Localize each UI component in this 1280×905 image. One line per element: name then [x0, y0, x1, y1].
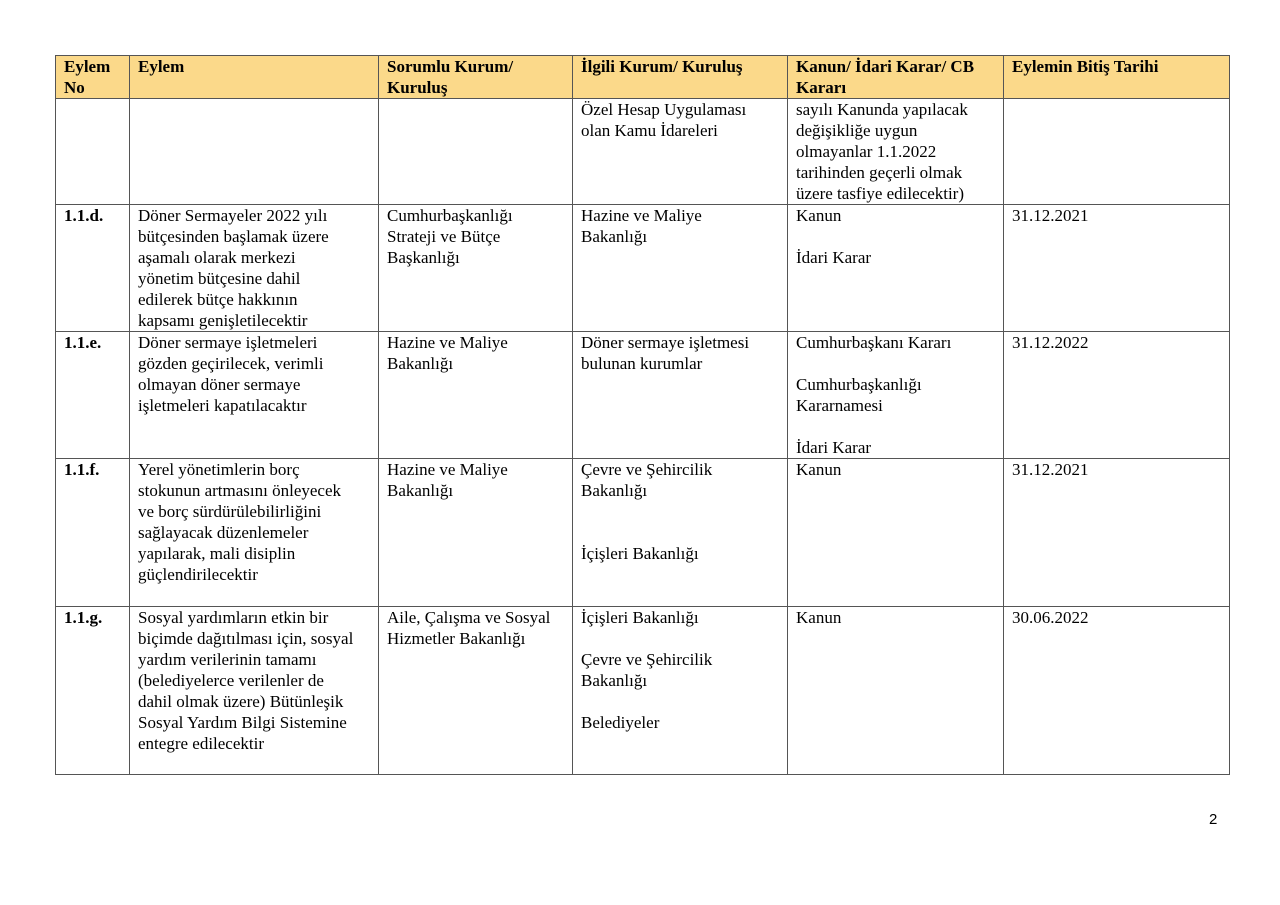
cell-text-line [796, 226, 995, 247]
cell-text-line: Kanun [796, 206, 842, 225]
cell-text-line: biçimde dağıtılması için, sosyal [138, 629, 354, 648]
cell-text-line: bulunan kurumlar [581, 354, 703, 373]
cell-bitis-tarihi [1004, 205, 1230, 332]
cell-text-line: değişikliğe uygun [796, 121, 918, 140]
cell-text-line: Sosyal Yardım Bilgi Sistemine [138, 713, 347, 732]
cell-ilgili-kurum [573, 459, 788, 607]
cell-text-line: İçişleri Bakanlığı [581, 608, 699, 627]
table-header-row [56, 56, 1230, 99]
cell-text-line: Başkanlığı [387, 248, 460, 267]
cell-text-line: 31.12.2021 [1012, 206, 1089, 225]
cell-text-line: Çevre ve Şehircilik [581, 650, 713, 669]
cell-eylem [130, 99, 379, 205]
cell-text-line: Bakanlığı [387, 354, 454, 373]
cell-text-line: Bakanlığı [387, 481, 454, 500]
cell-text-line: Hizmetler Bakanlığı [387, 629, 526, 648]
cell-text-line: dahil olmak üzere) Bütünleşik [138, 692, 344, 711]
cell-eylem [130, 459, 379, 607]
cell-text-line: olmayan döner sermaye [138, 375, 301, 394]
cell-text-line: Sosyal yardımların etkin bir [138, 608, 329, 627]
header-sorumlu-kurum: Sorumlu Kurum/ Kuruluş [379, 56, 573, 99]
cell-text-line: (belediyelerce verilenler de [138, 671, 324, 690]
cell-text-line: Bakanlığı [581, 227, 648, 246]
cell-bitis-tarihi [1004, 459, 1230, 607]
cell-bitis-tarihi [1004, 332, 1230, 459]
cell-text-line: Hazine ve Maliye [581, 206, 702, 225]
cell-text-line: olmayanlar 1.1.2022 [796, 142, 937, 161]
cell-text-line: işletmeleri kapatılacaktır [138, 396, 307, 415]
cell-eylem [130, 607, 379, 775]
cell-eylem-no: 1.1.e. [56, 332, 130, 459]
cell-text-line: Hazine ve Maliye [387, 333, 508, 352]
cell-text-line: yapılarak, mali disiplin [138, 544, 296, 563]
cell-text-line: edilerek bütçe hakkının [138, 290, 298, 309]
cell-text-line [796, 353, 995, 374]
cell-text-line: yönetim bütçesine dahil [138, 269, 301, 288]
cell-text-line: 31.12.2022 [1012, 333, 1089, 352]
cell-text-line: Strateji ve Bütçe [387, 227, 501, 246]
cell-text-line: Kanun [796, 460, 842, 479]
cell-text-line: bütçesinden başlamak üzere [138, 227, 329, 246]
cell-sorumlu-kurum [379, 332, 573, 459]
page-number: 2 [1209, 811, 1218, 828]
cell-text-line: Aile, Çalışma ve Sosyal [387, 608, 551, 627]
cell-ilgili-kurum [573, 607, 788, 775]
cell-eylem-no: 1.1.d. [56, 205, 130, 332]
cell-text-line: Döner sermaye işletmesi [581, 333, 750, 352]
cell-text-line: İçişleri Bakanlığı [581, 544, 699, 563]
cell-text-line: Hazine ve Maliye [387, 460, 508, 479]
cell-text-line: güçlendirilecektir [138, 565, 258, 584]
table-row [56, 99, 1230, 205]
cell-bitis-tarihi [1004, 99, 1230, 205]
cell-text-line: Cumhurbaşkanlığı [796, 375, 922, 394]
action-plan-table [55, 55, 1230, 775]
table-row [56, 332, 1230, 459]
cell-text-line: ve borç sürdürülebilirliğini [138, 502, 322, 521]
cell-text-line: entegre edilecektir [138, 734, 265, 753]
table-row [56, 459, 1230, 607]
cell-ilgili-kurum [573, 332, 788, 459]
header-eylem-no: Eylem No [56, 56, 130, 99]
cell-text-line: Kararnamesi [796, 396, 883, 415]
cell-text-line [581, 691, 779, 712]
cell-text-line: İdari Karar [796, 438, 872, 457]
cell-sorumlu-kurum [379, 99, 573, 205]
cell-text-line [581, 501, 779, 522]
cell-text-line: 31.12.2021 [1012, 460, 1089, 479]
cell-text-line: Yerel yönetimlerin borç [138, 460, 300, 479]
cell-kanun-karar [788, 459, 1004, 607]
cell-eylem-no: 1.1.g. [56, 607, 130, 775]
cell-text-line: üzere tasfiye edilecektir) [796, 184, 965, 203]
table-row [56, 607, 1230, 775]
cell-text-line: Özel Hesap Uygulaması [581, 100, 747, 119]
header-kanun-karar: Kanun/ İdari Karar/ CB Kararı [788, 56, 1004, 99]
cell-text-line: tarihinden geçerli olmak [796, 163, 963, 182]
cell-text-line: Çevre ve Şehircilik [581, 460, 713, 479]
cell-text-line: Kanun [796, 608, 842, 627]
cell-text-line: olan Kamu İdareleri [581, 121, 718, 140]
cell-text-line: yardım verilerinin tamamı [138, 650, 317, 669]
cell-kanun-karar [788, 607, 1004, 775]
cell-eylem-no: 1.1.f. [56, 459, 130, 607]
cell-text-line: sağlayacak düzenlemeler [138, 523, 309, 542]
cell-bitis-tarihi [1004, 607, 1230, 775]
cell-text-line: 30.06.2022 [1012, 608, 1089, 627]
cell-text-line: Bakanlığı [581, 671, 648, 690]
cell-kanun-karar [788, 332, 1004, 459]
cell-ilgili-kurum [573, 205, 788, 332]
cell-text-line: kapsamı genişletilecektir [138, 311, 308, 330]
cell-text-line: Döner sermaye işletmeleri [138, 333, 318, 352]
table-row [56, 205, 1230, 332]
cell-sorumlu-kurum [379, 459, 573, 607]
cell-text-line: Cumhurbaşkanı Kararı [796, 333, 952, 352]
cell-kanun-karar [788, 99, 1004, 205]
cell-text-line [581, 522, 779, 543]
header-ilgili-kurum: İlgili Kurum/ Kuruluş [573, 56, 788, 99]
cell-text-line: Cumhurbaşkanlığı [387, 206, 513, 225]
cell-eylem [130, 205, 379, 332]
cell-text-line: Bakanlığı [581, 481, 648, 500]
header-eylem: Eylem [130, 56, 379, 99]
cell-text-line: stokunun artmasını önleyecek [138, 481, 342, 500]
cell-text-line [796, 416, 995, 437]
cell-text-line: aşamalı olarak merkezi [138, 248, 296, 267]
header-bitis-tarihi: Eylemin Bitiş Tarihi [1004, 56, 1230, 99]
cell-eylem-no [56, 99, 130, 205]
cell-eylem [130, 332, 379, 459]
cell-sorumlu-kurum [379, 607, 573, 775]
cell-kanun-karar [788, 205, 1004, 332]
cell-text-line: sayılı Kanunda yapılacak [796, 100, 968, 119]
cell-text-line [581, 628, 779, 649]
cell-text-line: gözden geçirilecek, verimli [138, 354, 324, 373]
cell-sorumlu-kurum [379, 205, 573, 332]
cell-text-line: İdari Karar [796, 248, 872, 267]
cell-text-line: Belediyeler [581, 713, 660, 732]
cell-ilgili-kurum [573, 99, 788, 205]
cell-text-line: Döner Sermayeler 2022 yılı [138, 206, 328, 225]
